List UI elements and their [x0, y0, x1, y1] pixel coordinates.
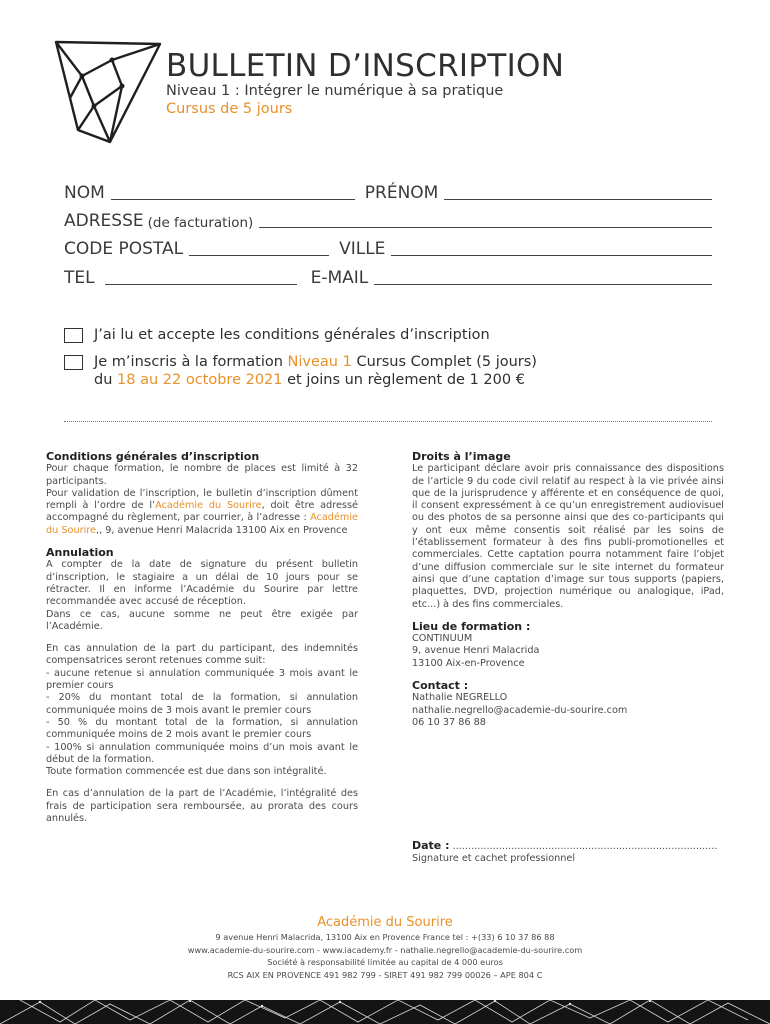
annulation-paragraph-2: Dans ce cas, aucune somme ne peut être exigée par l’Académie.	[46, 608, 358, 632]
tel-field[interactable]	[105, 270, 297, 285]
lieu-line-1: CONTINUUM	[412, 633, 473, 645]
cgu-label: J’ai lu et accepte les conditions générales d’inscription	[94, 327, 490, 343]
prenom-label: PRÉNOM	[364, 183, 439, 203]
annulation-paragraph-1: A compter de la date de signature du présent bulletin d’inscription, le stagiaire a un délai de 10 jours pour se rétracter. Il en informe l’Académie du Sourire par lettre recommandée avec accusé de réception.	[46, 559, 358, 608]
formation-label: Je m’inscris à la formation Niveau 1 Cursus Complet (5 jours)	[94, 354, 537, 370]
cg-title: Conditions générales d’inscription	[46, 450, 260, 463]
lieu-line-2: 9, avenue Henri Malacrida	[412, 645, 540, 657]
formation-level: Niveau 1	[287, 354, 352, 370]
email-label: E-MAIL	[310, 268, 369, 288]
footer-company: Société à responsabilité limitée au capital de 4 000 euros	[267, 957, 503, 967]
formation-checkbox[interactable]	[64, 355, 83, 370]
nom-label: NOM	[64, 183, 105, 203]
adresse-field[interactable]	[259, 213, 712, 228]
annulation-item-1: - aucune retenue si annulation communiquée 3 mois avant le premier cours	[46, 667, 358, 692]
cursus-label: Cursus de 5 jours	[166, 101, 293, 117]
row-adresse	[64, 209, 712, 231]
code-postal-field[interactable]	[189, 241, 329, 256]
contact-email[interactable]: nathalie.negrello@academie-du-sourire.com	[412, 704, 628, 716]
right-column	[412, 451, 724, 729]
annulation-paragraph-3: En cas annulation de la part du participant, des indemnités compensatrices seront retenues comme suit:	[46, 643, 358, 667]
lieu-line-3: 13100 Aix-en-Provence	[412, 657, 525, 669]
footer-brand: Académie du Sourire	[317, 915, 453, 930]
contact-phone: 06 10 37 86 88	[412, 716, 486, 728]
footer	[0, 915, 770, 981]
email-field[interactable]	[374, 270, 712, 285]
row-nom-prenom	[64, 181, 712, 203]
separator	[64, 421, 712, 422]
ville-field[interactable]	[391, 241, 712, 256]
cg-paragraph-1: Pour chaque formation, le nombre de places est limité à 32 participants.	[46, 463, 358, 487]
date-label: Date :	[412, 840, 450, 852]
annulation-item-5: Toute formation commencée est due dans son intégralité.	[46, 766, 327, 778]
annulation-paragraph-4: En cas d’annulation de la part de l’Académie, l’intégralité des frais de participation sera remboursée, au prorata des cours annulés.	[46, 788, 358, 825]
prenom-field[interactable]	[444, 185, 712, 200]
adresse-note: (de facturation)	[147, 215, 254, 231]
annulation-title: Annulation	[46, 546, 114, 560]
footer-links: www.academie-du-sourire.com - www.iacademy.fr - nathalie.negrello@academie-du-sourire.com	[187, 944, 583, 955]
row-tel-email	[64, 266, 712, 288]
formation-dates-value: 18 au 22 octobre 2021	[117, 372, 283, 388]
code-postal-label: CODE POSTAL	[64, 239, 184, 259]
document-title: BULLETIN D’INSCRIPTION	[166, 48, 565, 84]
annulation-item-4: - 100% si annulation communiquée moins d’un mois avant le début de la formation.	[46, 741, 358, 765]
cgu-checkbox[interactable]	[64, 328, 83, 343]
document-subtitle: Niveau 1 : Intégrer le numérique à sa pratique	[166, 83, 504, 99]
ville-label: VILLE	[339, 239, 386, 259]
row-cp-ville	[64, 237, 712, 259]
signature-label: Signature et cachet professionnel	[412, 853, 576, 864]
adresse-label: ADRESSE	[64, 211, 144, 231]
contact-name: Nathalie NEGRELLO	[412, 692, 508, 704]
tel-label: TEL	[64, 268, 95, 288]
academie-logo	[52, 38, 164, 146]
annulation-item-3: - 50 % du montant total de la formation, si annulation communiquée moins de 2 mois avant le premier cours	[46, 716, 358, 741]
nom-field[interactable]	[111, 185, 355, 200]
footer-registration: RCS AIX EN PROVENCE 491 982 799 - SIRET 491 982 799 00026 – APE 804 C	[227, 969, 543, 980]
triangles-pattern-icon	[0, 1000, 770, 1024]
formation-dates: du 18 au 22 octobre 2021 et joins un règlement de 1 200 €	[94, 372, 525, 388]
date-field[interactable]: ......................................................................................	[452, 841, 718, 852]
date-block	[412, 840, 724, 853]
droits-paragraph: Le participant déclare avoir pris connaissance des dispositions de l’article 9 du code civil relatif au respect à la vie privée ainsi que de la jurisprudence y afférente et en conséquence de quoi, il consent expressément à ce qu’un enregistrement audiovisuel ou des photos de sa personne ainsi que des co-participants qui y ont eux même consentis soit réalisé par les soins de l’établissement formateur à des fins publi-promotionelles et commerciales. Cette captation pourra notamment faire l’objet d’une diffusion commerciale sur le site internet du formateur ainsi que d’une captation d’image sur tous supports (papiers, plaquettes, DVD, projection numérique ou analogique, iPad, etc...) à des fins commerciales.	[412, 463, 724, 610]
contact-title: Contact :	[412, 679, 469, 693]
left-column	[46, 451, 358, 825]
decorative-band	[0, 1000, 770, 1024]
annulation-item-2: - 20% du montant total de la formation, si annulation communiquée moins de 3 mois avant le premier cours	[46, 692, 358, 716]
amount: 1 200 €	[469, 372, 525, 388]
droits-title: Droits à l’image	[412, 450, 511, 463]
lieu-title: Lieu de formation :	[412, 619, 531, 633]
footer-address: 9 avenue Henri Malacrida, 13100 Aix en Provence France tel : +(33) 6 10 37 86 88	[215, 932, 555, 942]
cg-paragraph-2: Pour validation de l’inscription, le bulletin d’inscription dûment rempli à l’ordre de l’Académie du Sourire, doit être adressé accompagné du règlement, par courrier, à l’adresse : Académie du Sourire,, 9, avenue Henri Malacrida 13100 Aix en Provence	[46, 487, 358, 536]
